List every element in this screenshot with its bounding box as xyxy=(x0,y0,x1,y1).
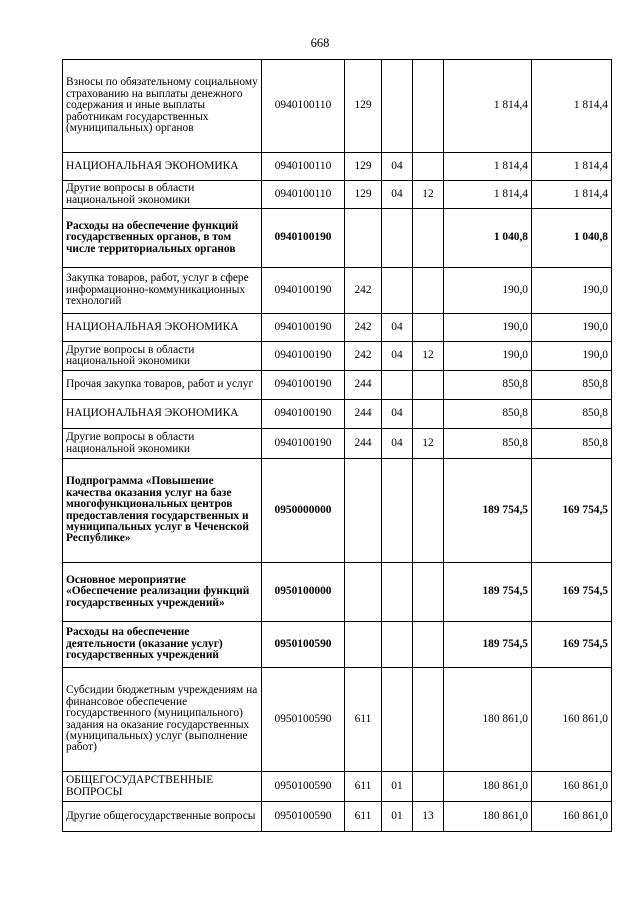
row-pr: 12 xyxy=(413,429,444,459)
row-name: Другие вопросы в области национальной экономики xyxy=(63,181,262,209)
row-name: НАЦИОНАЛЬНАЯ ЭКОНОМИКА xyxy=(63,153,262,181)
row-rz: 01 xyxy=(382,802,413,832)
table-row xyxy=(63,268,612,314)
row-code: 0950100590 xyxy=(262,772,345,802)
row-code: 0940100190 xyxy=(262,342,345,371)
row-code: 0940100190 xyxy=(262,429,345,459)
row-sum-1: 189 754,5 xyxy=(444,459,532,563)
row-sum-2: 850,8 xyxy=(532,371,612,400)
row-pr: 12 xyxy=(413,181,444,209)
row-sum-2: 160 861,0 xyxy=(532,668,612,772)
row-vr: 244 xyxy=(345,371,382,400)
row-sum-1: 190,0 xyxy=(444,268,532,314)
row-name: Расходы на обеспечение функций государственных органов, в том числе территориальных органов xyxy=(63,209,262,268)
row-vr: 129 xyxy=(345,153,382,181)
row-name: Другие вопросы в области национальной экономики xyxy=(63,429,262,459)
row-vr: 244 xyxy=(345,429,382,459)
row-sum-2: 1 814,4 xyxy=(532,181,612,209)
row-name: Субсидии бюджетным учреждениям на финансовое обеспечение государственного (муниципального) задания на оказание государственных (муниципальных) услуг (выполнение работ) xyxy=(63,668,262,772)
row-rz xyxy=(382,459,413,563)
row-sum-2: 169 754,5 xyxy=(532,563,612,622)
budget-table xyxy=(62,59,612,832)
row-vr: 129 xyxy=(345,181,382,209)
row-vr: 244 xyxy=(345,400,382,429)
row-name: Прочая закупка товаров, работ и услуг xyxy=(63,371,262,400)
row-name: Другие вопросы в области национальной экономики xyxy=(63,342,262,371)
row-code: 0940100110 xyxy=(262,60,345,153)
row-vr: 242 xyxy=(345,314,382,342)
row-sum-2: 1 814,4 xyxy=(532,60,612,153)
row-sum-1: 180 861,0 xyxy=(444,802,532,832)
row-sum-1: 1 814,4 xyxy=(444,153,532,181)
row-pr xyxy=(413,772,444,802)
row-code: 0940100190 xyxy=(262,314,345,342)
row-name: Закупка товаров, работ, услуг в сфере информационно-коммуникационных технологий xyxy=(63,268,262,314)
row-sum-2: 190,0 xyxy=(532,268,612,314)
row-sum-1: 180 861,0 xyxy=(444,668,532,772)
row-sum-2: 160 861,0 xyxy=(532,802,612,832)
row-pr xyxy=(413,268,444,314)
row-sum-1: 850,8 xyxy=(444,371,532,400)
table-row xyxy=(63,342,612,371)
row-rz: 04 xyxy=(382,181,413,209)
row-rz: 01 xyxy=(382,772,413,802)
table-row xyxy=(63,802,612,832)
table-row xyxy=(63,60,612,153)
row-vr xyxy=(345,459,382,563)
row-name: Другие общегосударственные вопросы xyxy=(63,802,262,832)
row-rz: 04 xyxy=(382,400,413,429)
row-code: 0950100590 xyxy=(262,802,345,832)
row-rz xyxy=(382,268,413,314)
row-sum-1: 1 814,4 xyxy=(444,60,532,153)
row-sum-1: 180 861,0 xyxy=(444,772,532,802)
row-code: 0950100000 xyxy=(262,563,345,622)
row-sum-1: 1 814,4 xyxy=(444,181,532,209)
row-sum-1: 190,0 xyxy=(444,314,532,342)
row-name: Подпрограмма «Повышение качества оказания услуг на базе многофункциональных центров предоставления государственных и муниципальных услуг в Чеченской Республике» xyxy=(63,459,262,563)
row-vr: 611 xyxy=(345,802,382,832)
row-rz: 04 xyxy=(382,429,413,459)
row-rz xyxy=(382,209,413,268)
row-code: 0940100190 xyxy=(262,371,345,400)
row-vr: 611 xyxy=(345,668,382,772)
row-pr xyxy=(413,60,444,153)
row-pr: 12 xyxy=(413,342,444,371)
row-pr xyxy=(413,622,444,668)
row-pr xyxy=(413,314,444,342)
row-rz: 04 xyxy=(382,342,413,371)
row-code: 0950000000 xyxy=(262,459,345,563)
row-sum-2: 169 754,5 xyxy=(532,459,612,563)
row-sum-1: 850,8 xyxy=(444,400,532,429)
table-row xyxy=(63,153,612,181)
row-vr xyxy=(345,622,382,668)
row-sum-2: 169 754,5 xyxy=(532,622,612,668)
row-vr xyxy=(345,209,382,268)
row-code: 0940100110 xyxy=(262,181,345,209)
row-name: ОБЩЕГОСУДАРСТВЕННЫЕ ВОПРОСЫ xyxy=(63,772,262,802)
table-row xyxy=(63,209,612,268)
table-row xyxy=(63,668,612,772)
row-name: НАЦИОНАЛЬНАЯ ЭКОНОМИКА xyxy=(63,314,262,342)
row-vr: 129 xyxy=(345,60,382,153)
row-code: 0940100110 xyxy=(262,153,345,181)
row-rz xyxy=(382,622,413,668)
table-row xyxy=(63,314,612,342)
row-sum-1: 190,0 xyxy=(444,342,532,371)
row-pr xyxy=(413,209,444,268)
table-row xyxy=(63,459,612,563)
table-row xyxy=(63,563,612,622)
row-name: Расходы на обеспечение деятельности (оказание услуг) государственных учреждений xyxy=(63,622,262,668)
page-number: 668 xyxy=(310,36,330,50)
row-code: 0940100190 xyxy=(262,209,345,268)
row-rz: 04 xyxy=(382,314,413,342)
row-pr: 13 xyxy=(413,802,444,832)
row-rz xyxy=(382,668,413,772)
row-vr: 611 xyxy=(345,772,382,802)
row-sum-1: 850,8 xyxy=(444,429,532,459)
row-name: Взносы по обязательному социальному страхованию на выплаты денежного содержания и иные выплаты работникам государственных (муниципальных) органов xyxy=(63,60,262,153)
row-rz xyxy=(382,60,413,153)
row-sum-2: 1 040,8 xyxy=(532,209,612,268)
table-row xyxy=(63,622,612,668)
row-sum-2: 850,8 xyxy=(532,429,612,459)
table-row xyxy=(63,181,612,209)
row-name: Основное мероприятие «Обеспечение реализации функций государственных учреждений» xyxy=(63,563,262,622)
row-rz xyxy=(382,371,413,400)
table-row xyxy=(63,371,612,400)
row-sum-1: 189 754,5 xyxy=(444,563,532,622)
row-vr: 242 xyxy=(345,268,382,314)
row-sum-2: 850,8 xyxy=(532,400,612,429)
row-code: 0950100590 xyxy=(262,622,345,668)
row-code: 0940100190 xyxy=(262,268,345,314)
row-vr: 242 xyxy=(345,342,382,371)
row-sum-1: 1 040,8 xyxy=(444,209,532,268)
table-row xyxy=(63,400,612,429)
table-row xyxy=(63,429,612,459)
row-pr xyxy=(413,668,444,772)
row-sum-2: 160 861,0 xyxy=(532,772,612,802)
row-pr xyxy=(413,400,444,429)
row-pr xyxy=(413,371,444,400)
row-sum-2: 190,0 xyxy=(532,342,612,371)
row-sum-2: 1 814,4 xyxy=(532,153,612,181)
row-rz: 04 xyxy=(382,153,413,181)
row-vr xyxy=(345,563,382,622)
row-sum-2: 190,0 xyxy=(532,314,612,342)
row-pr xyxy=(413,153,444,181)
row-name: НАЦИОНАЛЬНАЯ ЭКОНОМИКА xyxy=(63,400,262,429)
row-code: 0940100190 xyxy=(262,400,345,429)
table-row xyxy=(63,772,612,802)
row-pr xyxy=(413,563,444,622)
row-pr xyxy=(413,459,444,563)
row-sum-1: 189 754,5 xyxy=(444,622,532,668)
row-code: 0950100590 xyxy=(262,668,345,772)
row-rz xyxy=(382,563,413,622)
